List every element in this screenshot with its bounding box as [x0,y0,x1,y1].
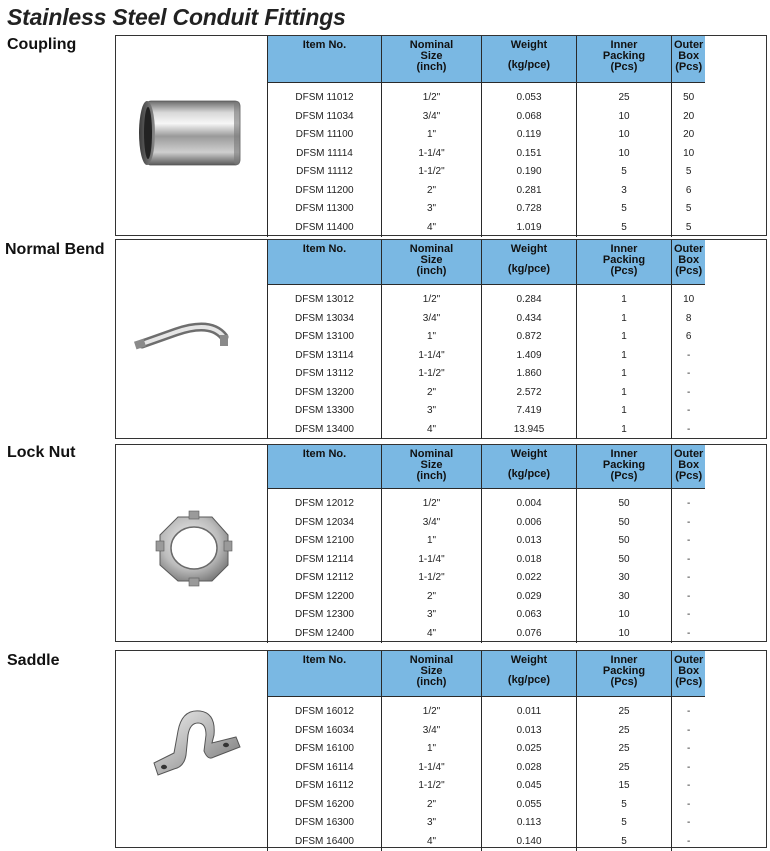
item-no-cell: DFSM 12100 [268,532,382,551]
item-no-cell: DFSM 11034 [268,107,382,126]
outer-box-cell: 6 [672,181,706,200]
table-row [268,284,706,309]
table-row [268,488,706,513]
outer-box-cell: - [672,550,706,569]
weight-cell: 0.281 [482,181,577,200]
inner-packing-cell: 50 [577,488,672,513]
weight-cell: 0.006 [482,513,577,532]
item-no-cell: DFSM 12034 [268,513,382,532]
nominal-size-cell: 4" [382,420,482,439]
normal-bend-panel [115,239,767,439]
item-no-cell: DFSM 13100 [268,328,382,347]
item-no-cell: DFSM 13300 [268,402,382,421]
col-item-no: Item No. [268,36,382,82]
weight-cell: 1.860 [482,365,577,384]
outer-box-cell: - [672,365,706,384]
col-nominal-size: Nominal Size (inch) [382,240,482,284]
nominal-size-cell: 3" [382,814,482,833]
table-row [268,721,706,740]
weight-cell: 1.409 [482,346,577,365]
inner-packing-cell: 5 [577,163,672,182]
weight-cell: 0.013 [482,532,577,551]
nominal-size-cell: 4" [382,218,482,237]
nominal-size-cell: 3" [382,402,482,421]
nominal-size-cell: 1-1/2" [382,365,482,384]
inner-packing-cell: 1 [577,402,672,421]
outer-box-cell: 20 [672,126,706,145]
weight-cell: 0.004 [482,488,577,513]
inner-packing-cell: 5 [577,795,672,814]
item-no-cell: DFSM 16114 [268,758,382,777]
table-row [268,569,706,588]
inner-packing-cell: 1 [577,420,672,439]
weight-cell: 0.055 [482,795,577,814]
nominal-size-cell: 3/4" [382,721,482,740]
outer-box-cell: - [672,383,706,402]
inner-packing-cell: 30 [577,569,672,588]
item-no-cell: DFSM 12012 [268,488,382,513]
nominal-size-cell: 1" [382,126,482,145]
weight-cell: 0.872 [482,328,577,347]
lock-nut-table [267,445,705,643]
outer-box-cell: 10 [672,144,706,163]
normal-bend-rows [268,284,706,439]
outer-box-cell: 8 [672,309,706,328]
nominal-size-cell: 2" [382,587,482,606]
saddle-rows [268,696,706,851]
page-title: Stainless Steel Conduit Fittings [7,4,346,30]
inner-packing-cell: 5 [577,200,672,219]
item-no-cell: DFSM 13112 [268,365,382,384]
weight-cell: 1.019 [482,218,577,237]
nominal-size-cell: 1/2" [382,284,482,309]
table-row [268,550,706,569]
table-row [268,328,706,347]
nominal-size-cell: 1" [382,740,482,759]
outer-box-cell: 20 [672,107,706,126]
table-row [268,777,706,796]
outer-box-cell: - [672,569,706,588]
col-inner-packing: Inner Packing (Pcs) [577,651,672,696]
outer-box-cell: - [672,832,706,851]
section-label-normal-bend: Normal Bend [5,241,105,258]
coupling-rows [268,82,706,237]
table-row [268,144,706,163]
weight-cell: 0.025 [482,740,577,759]
table-row [268,513,706,532]
col-nominal-size: Nominal Size (inch) [382,36,482,82]
table-row [268,532,706,551]
weight-cell: 0.151 [482,144,577,163]
item-no-cell: DFSM 16034 [268,721,382,740]
nominal-size-cell: 1-1/4" [382,346,482,365]
item-no-cell: DFSM 11400 [268,218,382,237]
inner-packing-cell: 10 [577,107,672,126]
nominal-size-cell: 1/2" [382,82,482,107]
outer-box-cell: - [672,624,706,643]
saddle-photo [116,651,267,847]
table-row [268,758,706,777]
nominal-size-cell: 3/4" [382,513,482,532]
coupling-photo [116,36,267,235]
nominal-size-cell: 1-1/4" [382,550,482,569]
table-row [268,740,706,759]
outer-box-cell: - [672,420,706,439]
table-row [268,346,706,365]
inner-packing-cell: 25 [577,696,672,721]
col-weight: Weight (kg/pce) [482,445,577,488]
inner-packing-cell: 5 [577,832,672,851]
outer-box-cell: - [672,532,706,551]
inner-packing-cell: 1 [577,365,672,384]
inner-packing-cell: 50 [577,513,672,532]
nominal-size-cell: 1" [382,532,482,551]
weight-cell: 7.419 [482,402,577,421]
table-row [268,82,706,107]
nominal-size-cell: 1-1/2" [382,569,482,588]
table-row [268,832,706,851]
item-no-cell: DFSM 11114 [268,144,382,163]
inner-packing-cell: 50 [577,532,672,551]
nominal-size-cell: 4" [382,624,482,643]
item-no-cell: DFSM 13012 [268,284,382,309]
table-row [268,163,706,182]
inner-packing-cell: 25 [577,740,672,759]
outer-box-cell: - [672,696,706,721]
weight-cell: 0.063 [482,606,577,625]
outer-box-cell: - [672,721,706,740]
col-outer-box: Outer Box (Pcs) [672,445,706,488]
table-row [268,126,706,145]
weight-cell: 0.045 [482,777,577,796]
outer-box-cell: 10 [672,284,706,309]
outer-box-cell: - [672,488,706,513]
col-nominal-size: Nominal Size (inch) [382,651,482,696]
item-no-cell: DFSM 13400 [268,420,382,439]
weight-cell: 0.434 [482,309,577,328]
saddle-table [267,651,705,851]
weight-cell: 0.284 [482,284,577,309]
inner-packing-cell: 1 [577,383,672,402]
lock-nut-photo [116,445,267,641]
item-no-cell: DFSM 16400 [268,832,382,851]
item-no-cell: DFSM 16012 [268,696,382,721]
item-no-cell: DFSM 11012 [268,82,382,107]
col-weight: Weight (kg/pce) [482,651,577,696]
table-row [268,814,706,833]
item-no-cell: DFSM 12112 [268,569,382,588]
outer-box-cell: 6 [672,328,706,347]
table-row [268,606,706,625]
table-row [268,587,706,606]
col-weight: Weight (kg/pce) [482,36,577,82]
outer-box-cell: - [672,795,706,814]
table-row [268,200,706,219]
nominal-size-cell: 1" [382,328,482,347]
weight-cell: 0.022 [482,569,577,588]
normal-bend-image [116,240,267,438]
section-label-lock-nut: Lock Nut [7,444,76,461]
table-row [268,420,706,439]
nominal-size-cell: 2" [382,181,482,200]
table-row [268,795,706,814]
weight-cell: 0.011 [482,696,577,721]
inner-packing-cell: 30 [577,587,672,606]
col-item-no: Item No. [268,240,382,284]
item-no-cell: DFSM 11100 [268,126,382,145]
outer-box-cell: 5 [672,163,706,182]
weight-cell: 0.068 [482,107,577,126]
weight-cell: 0.018 [482,550,577,569]
weight-cell: 0.029 [482,587,577,606]
inner-packing-cell: 10 [577,624,672,643]
lock-nut-rows [268,488,706,643]
outer-box-cell: 5 [672,200,706,219]
inner-packing-cell: 25 [577,758,672,777]
coupling-table [267,36,705,237]
normal-bend-table [267,240,705,439]
nominal-size-cell: 1-1/2" [382,163,482,182]
inner-packing-cell: 10 [577,606,672,625]
item-no-cell: DFSM 11112 [268,163,382,182]
inner-packing-cell: 5 [577,814,672,833]
nominal-size-cell: 3/4" [382,309,482,328]
section-label-coupling: Coupling [7,36,77,53]
col-inner-packing: Inner Packing (Pcs) [577,240,672,284]
coupling-image [116,36,267,235]
table-row [268,624,706,643]
col-item-no: Item No. [268,445,382,488]
normal-bend-photo [116,240,267,438]
inner-packing-cell: 1 [577,346,672,365]
lock-nut-image [116,445,267,641]
table-row [268,107,706,126]
nominal-size-cell: 3" [382,200,482,219]
inner-packing-cell: 3 [577,181,672,200]
outer-box-cell: 5 [672,218,706,237]
table-row [268,218,706,237]
item-no-cell: DFSM 16100 [268,740,382,759]
item-no-cell: DFSM 13034 [268,309,382,328]
col-outer-box: Outer Box (Pcs) [672,240,706,284]
col-weight: Weight (kg/pce) [482,240,577,284]
inner-packing-cell: 1 [577,328,672,347]
outer-box-cell: - [672,777,706,796]
col-outer-box: Outer Box (Pcs) [672,36,706,82]
outer-box-cell: - [672,758,706,777]
weight-cell: 0.119 [482,126,577,145]
saddle-panel [115,650,767,848]
item-no-cell: DFSM 13114 [268,346,382,365]
nominal-size-cell: 2" [382,383,482,402]
outer-box-cell: 50 [672,82,706,107]
lock-nut-panel [115,444,767,642]
item-no-cell: DFSM 12114 [268,550,382,569]
nominal-size-cell: 1-1/4" [382,144,482,163]
nominal-size-cell: 1-1/4" [382,758,482,777]
item-no-cell: DFSM 11200 [268,181,382,200]
col-outer-box: Outer Box (Pcs) [672,651,706,696]
inner-packing-cell: 1 [577,284,672,309]
inner-packing-cell: 10 [577,144,672,163]
col-item-no: Item No. [268,651,382,696]
weight-cell: 0.013 [482,721,577,740]
inner-packing-cell: 25 [577,82,672,107]
weight-cell: 0.076 [482,624,577,643]
nominal-size-cell: 3" [382,606,482,625]
coupling-panel [115,35,767,236]
table-row [268,383,706,402]
nominal-size-cell: 2" [382,795,482,814]
inner-packing-cell: 5 [577,218,672,237]
item-no-cell: DFSM 11300 [268,200,382,219]
inner-packing-cell: 10 [577,126,672,145]
outer-box-cell: - [672,814,706,833]
nominal-size-cell: 4" [382,832,482,851]
weight-cell: 0.053 [482,82,577,107]
weight-cell: 0.140 [482,832,577,851]
outer-box-cell: - [672,346,706,365]
outer-box-cell: - [672,402,706,421]
nominal-size-cell: 1/2" [382,488,482,513]
table-row [268,365,706,384]
nominal-size-cell: 1-1/2" [382,777,482,796]
outer-box-cell: - [672,587,706,606]
weight-cell: 13.945 [482,420,577,439]
col-inner-packing: Inner Packing (Pcs) [577,445,672,488]
item-no-cell: DFSM 13200 [268,383,382,402]
item-no-cell: DFSM 12300 [268,606,382,625]
saddle-image [116,651,267,847]
item-no-cell: DFSM 16112 [268,777,382,796]
nominal-size-cell: 1/2" [382,696,482,721]
inner-packing-cell: 1 [577,309,672,328]
item-no-cell: DFSM 12200 [268,587,382,606]
section-label-saddle: Saddle [7,652,60,669]
table-row [268,696,706,721]
col-nominal-size: Nominal Size (inch) [382,445,482,488]
inner-packing-cell: 25 [577,721,672,740]
weight-cell: 0.728 [482,200,577,219]
weight-cell: 2.572 [482,383,577,402]
nominal-size-cell: 3/4" [382,107,482,126]
weight-cell: 0.028 [482,758,577,777]
outer-box-cell: - [672,606,706,625]
col-inner-packing: Inner Packing (Pcs) [577,36,672,82]
inner-packing-cell: 15 [577,777,672,796]
table-row [268,309,706,328]
weight-cell: 0.113 [482,814,577,833]
weight-cell: 0.190 [482,163,577,182]
item-no-cell: DFSM 12400 [268,624,382,643]
item-no-cell: DFSM 16200 [268,795,382,814]
table-row [268,181,706,200]
outer-box-cell: - [672,740,706,759]
table-row [268,402,706,421]
outer-box-cell: - [672,513,706,532]
item-no-cell: DFSM 16300 [268,814,382,833]
inner-packing-cell: 50 [577,550,672,569]
